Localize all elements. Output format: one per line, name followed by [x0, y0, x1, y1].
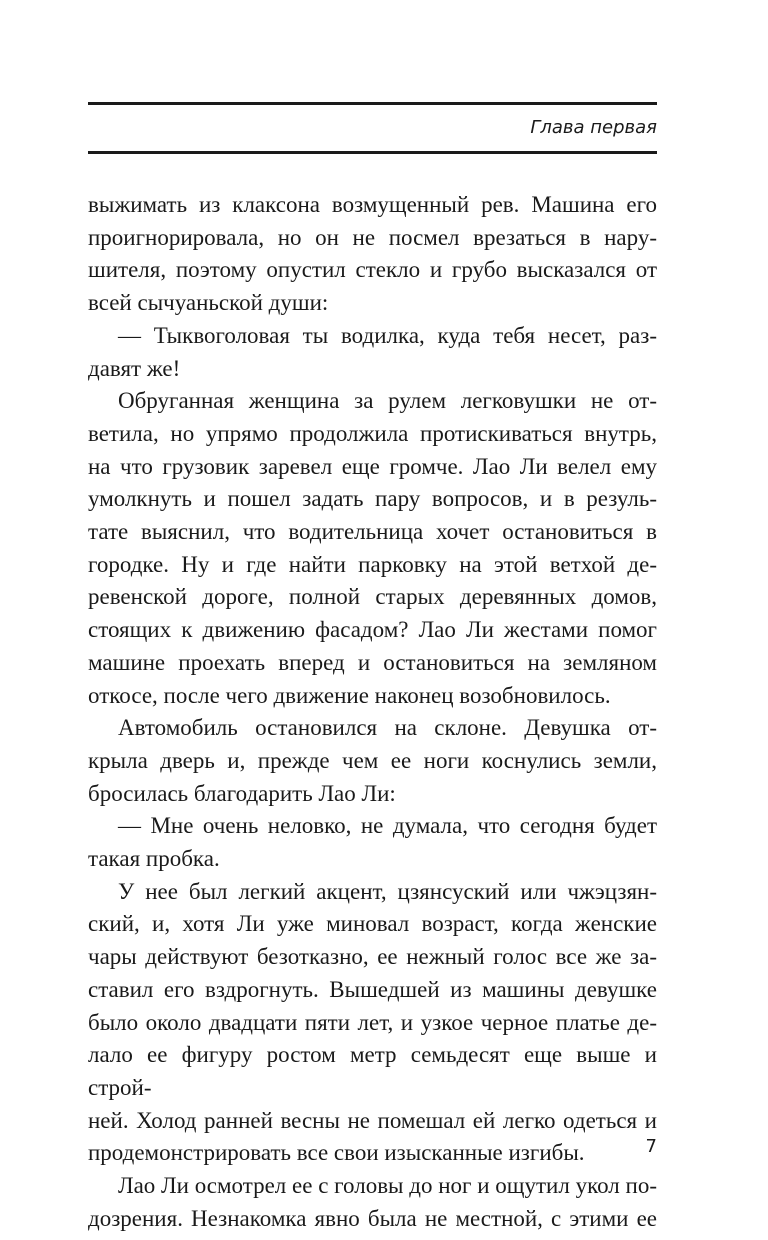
text-line: лало ее фигуру ростом метр семьдесят еще выше и строй- [88, 1042, 657, 1100]
text-line: Обруганная женщина за рулем легковушки не от- [118, 388, 657, 414]
text-line: Автомобиль остановился на склоне. Девушка от- [118, 715, 657, 741]
text-line: проигнорировала, но он не посмел врезаться в нару- [88, 224, 657, 250]
text-line: Лао Ли осмотрел ее с головы до ног и ощутил укол по- [118, 1173, 657, 1199]
text-line: дозрения. Незнакомка явно была не местной, с этими ее [88, 1205, 657, 1231]
text-line: — Мне очень неловко, не думала, что сегодня будет [118, 813, 657, 839]
text-line: ставил его вздрогнуть. Вышедшей из машины девушке [88, 976, 657, 1002]
running-head: Глава первая [530, 117, 657, 138]
header-rule-top [88, 102, 657, 105]
text-line: шителя, поэтому опустил стекло и грубо высказался от [88, 257, 657, 283]
text-line: стоящих к движению фасадом? Лао Ли жестами помог [88, 617, 657, 643]
text-line: умолкнуть и пошел задать пару вопросов, и в резуль- [88, 486, 657, 512]
text-line: — Тыквоголовая ты водилка, куда тебя несет, раз- [118, 322, 657, 348]
page-number: 7 [645, 1136, 657, 1157]
text-line: ский, и, хотя Ли уже миновал возраст, когда женские [88, 911, 657, 937]
text-line: ветила, но упрямо продолжила протискиваться внутрь, [88, 420, 657, 446]
text-line: давят же! [88, 355, 181, 381]
text-line: всей сычуаньской души: [88, 290, 329, 316]
text-line: выжимать из клаксона возмущенный рев. Машина его [88, 192, 657, 217]
text-line: У нее был легкий акцент, цзянсуский или чжэцзян- [118, 878, 657, 904]
text-line: ней. Холод ранней весны не помешал ей легко одеться и [88, 1107, 657, 1133]
body-text [88, 189, 657, 1236]
text-line: откосе, после чего движение наконец возобновилось. [88, 682, 611, 708]
text-line: на что грузовик заревел еще громче. Лао Ли велел ему [88, 453, 657, 479]
text-line: чары действуют безотказно, ее нежный голос все же за- [88, 944, 657, 970]
text-line: крыла дверь и, прежде чем ее ноги коснулись земли, [88, 747, 657, 773]
text-line: бросилась благодарить Лао Ли: [88, 780, 396, 806]
text-line: ревенской дороге, полной старых деревянных домов, [88, 584, 657, 610]
text-line: было около двадцати пяти лет, и узкое черное платье де- [88, 1009, 657, 1035]
text-line: продемонстрировать все свои изысканные изгибы. [88, 1140, 585, 1166]
header-rule-bottom [88, 151, 657, 154]
text-line: такая пробка. [88, 846, 220, 872]
text-line: машине проехать вперед и остановиться на земляном [88, 649, 657, 675]
text-line: городке. Ну и где найти парковку на этой ветхой де- [88, 551, 657, 577]
text-line: тате выяснил, что водительница хочет остановиться в [88, 519, 657, 545]
